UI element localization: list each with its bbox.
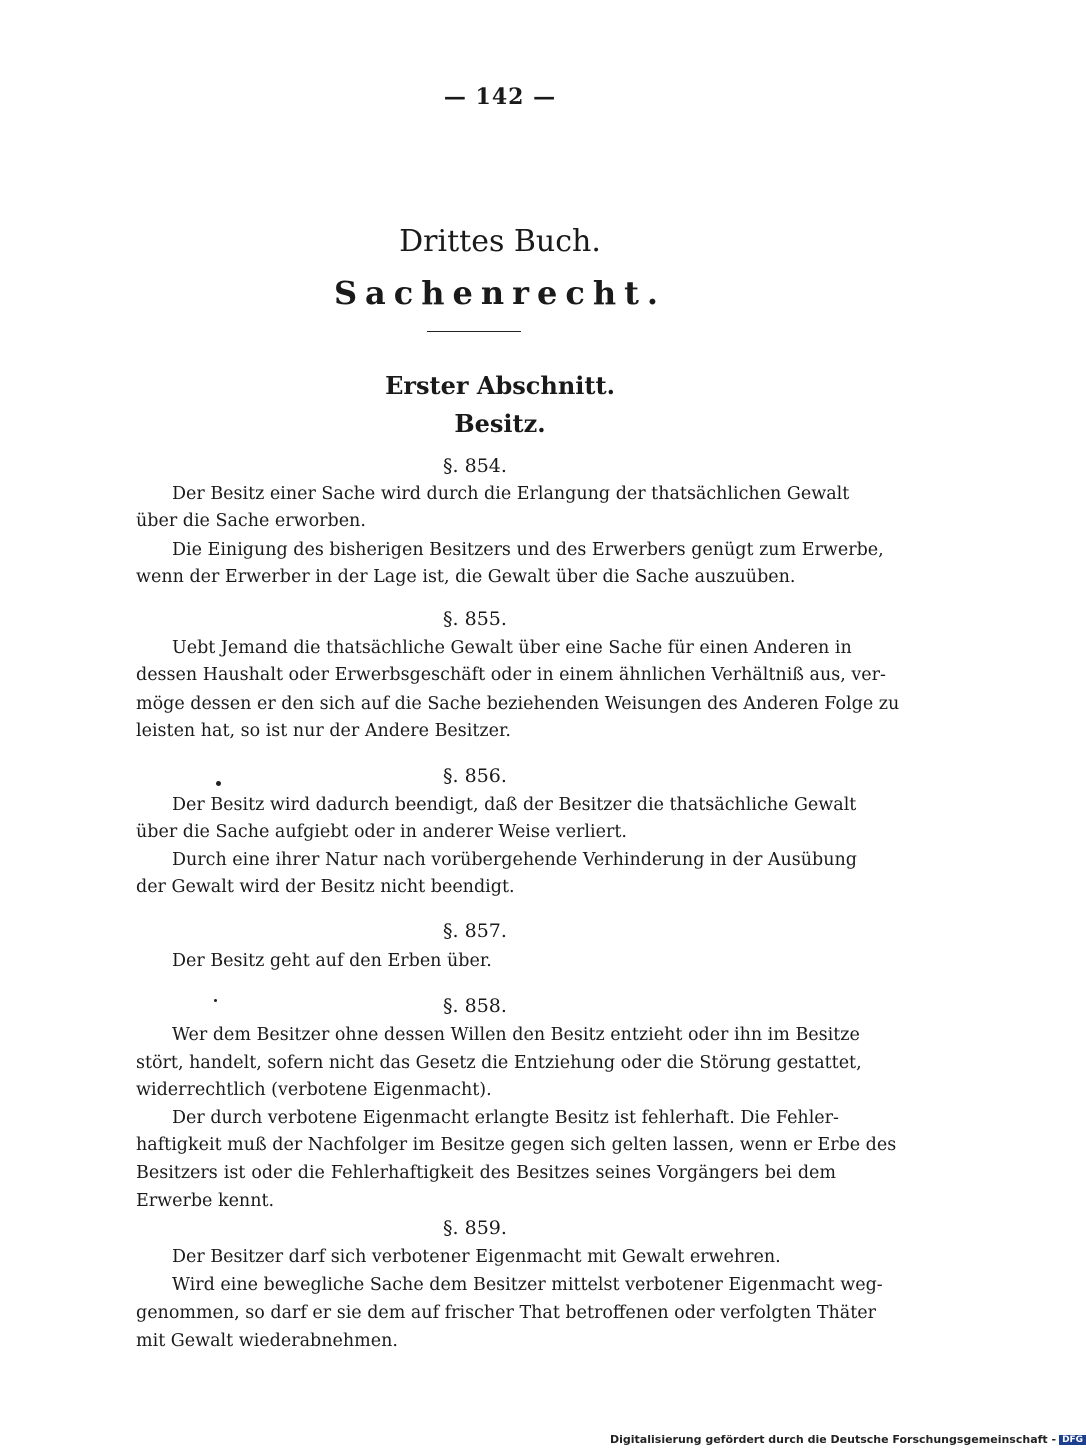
paragraph-heading: §. 859. <box>443 1217 507 1239</box>
paragraph-heading: §. 858. <box>443 995 507 1017</box>
page-number: — 142 — <box>443 84 557 110</box>
text-line: der Gewalt wird der Besitz nicht beendigt. <box>136 877 515 897</box>
paragraph-heading: §. 855. <box>443 608 507 630</box>
digitization-credit <box>610 1433 1086 1446</box>
text-line: Die Einigung des bisherigen Besitzers und des Erwerbers genügt zum Erwerbe, <box>172 540 884 560</box>
text-line: dessen Haushalt oder Erwerbsgeschäft oder in einem ähnlichen Verhältniß aus, ver- <box>136 665 886 685</box>
text-line: haftigkeit muß der Nachfolger im Besitze gegen sich gelten lassen, wenn er Erbe des <box>136 1135 897 1155</box>
text-line: Der Besitz wird dadurch beendigt, daß der Besitzer die thatsächliche Gewalt <box>172 795 857 815</box>
text-line: möge dessen er den sich auf die Sache beziehenden Weisungen des Anderen Folge zu <box>136 694 900 714</box>
text-line: Besitzers ist oder die Fehlerhaftigkeit des Besitzes seines Vorgängers bei dem <box>136 1163 836 1183</box>
text-line: Erwerbe kennt. <box>136 1191 275 1211</box>
text-line: Der Besitzer darf sich verbotener Eigenmacht mit Gewalt erwehren. <box>172 1247 781 1267</box>
text-line: über die Sache aufgiebt oder in anderer Weise verliert. <box>136 822 627 842</box>
credit-text: Digitalisierung gefördert durch die Deutsche Forschungsgemeinschaft - <box>610 1433 1057 1446</box>
paragraph-heading: §. 856. <box>443 765 507 787</box>
book-title: Drittes Buch. <box>399 224 601 259</box>
text-line: Wer dem Besitzer ohne dessen Willen den Besitz entzieht oder ihn im Besitze <box>172 1025 860 1045</box>
text-line: genommen, so darf er sie dem auf frischer That betroffenen oder verfolgten Thäter <box>136 1303 876 1323</box>
text-line: über die Sache erworben. <box>136 511 366 531</box>
text-line: Uebt Jemand die thatsächliche Gewalt über eine Sache für einen Anderen in <box>172 638 852 658</box>
text-line: widerrechtlich (verbotene Eigenmacht). <box>136 1080 492 1100</box>
paragraph-heading: §. 854. <box>443 455 507 477</box>
text-line: wenn der Erwerber in der Lage ist, die Gewalt über die Sache auszuüben. <box>136 567 796 587</box>
part-title: Sachenrecht. <box>333 274 667 312</box>
dfg-logo: DFG <box>1059 1435 1086 1445</box>
text-line: leisten hat, so ist nur der Andere Besitzer. <box>136 721 511 741</box>
paragraph-heading: §. 857. <box>443 920 507 942</box>
section-subtitle: Besitz. <box>454 409 546 438</box>
text-line: mit Gewalt wiederabnehmen. <box>136 1331 398 1351</box>
section-title: Erster Abschnitt. <box>385 371 615 400</box>
text-line: Der durch verbotene Eigenmacht erlangte Besitz ist fehlerhaft. Die Fehler- <box>172 1108 839 1128</box>
text-line: Der Besitz geht auf den Erben über. <box>172 951 492 971</box>
text-line: stört, handelt, sofern nicht das Gesetz die Entziehung oder die Störung gestattet, <box>136 1053 862 1073</box>
text-line: Der Besitz einer Sache wird durch die Erlangung der thatsächlichen Gewalt <box>172 484 850 504</box>
text-line: Wird eine bewegliche Sache dem Besitzer mittelst verbotener Eigenmacht weg- <box>172 1275 883 1295</box>
text-line: Durch eine ihrer Natur nach vorübergehende Verhinderung in der Ausübung <box>172 850 857 870</box>
title-divider <box>427 331 521 332</box>
